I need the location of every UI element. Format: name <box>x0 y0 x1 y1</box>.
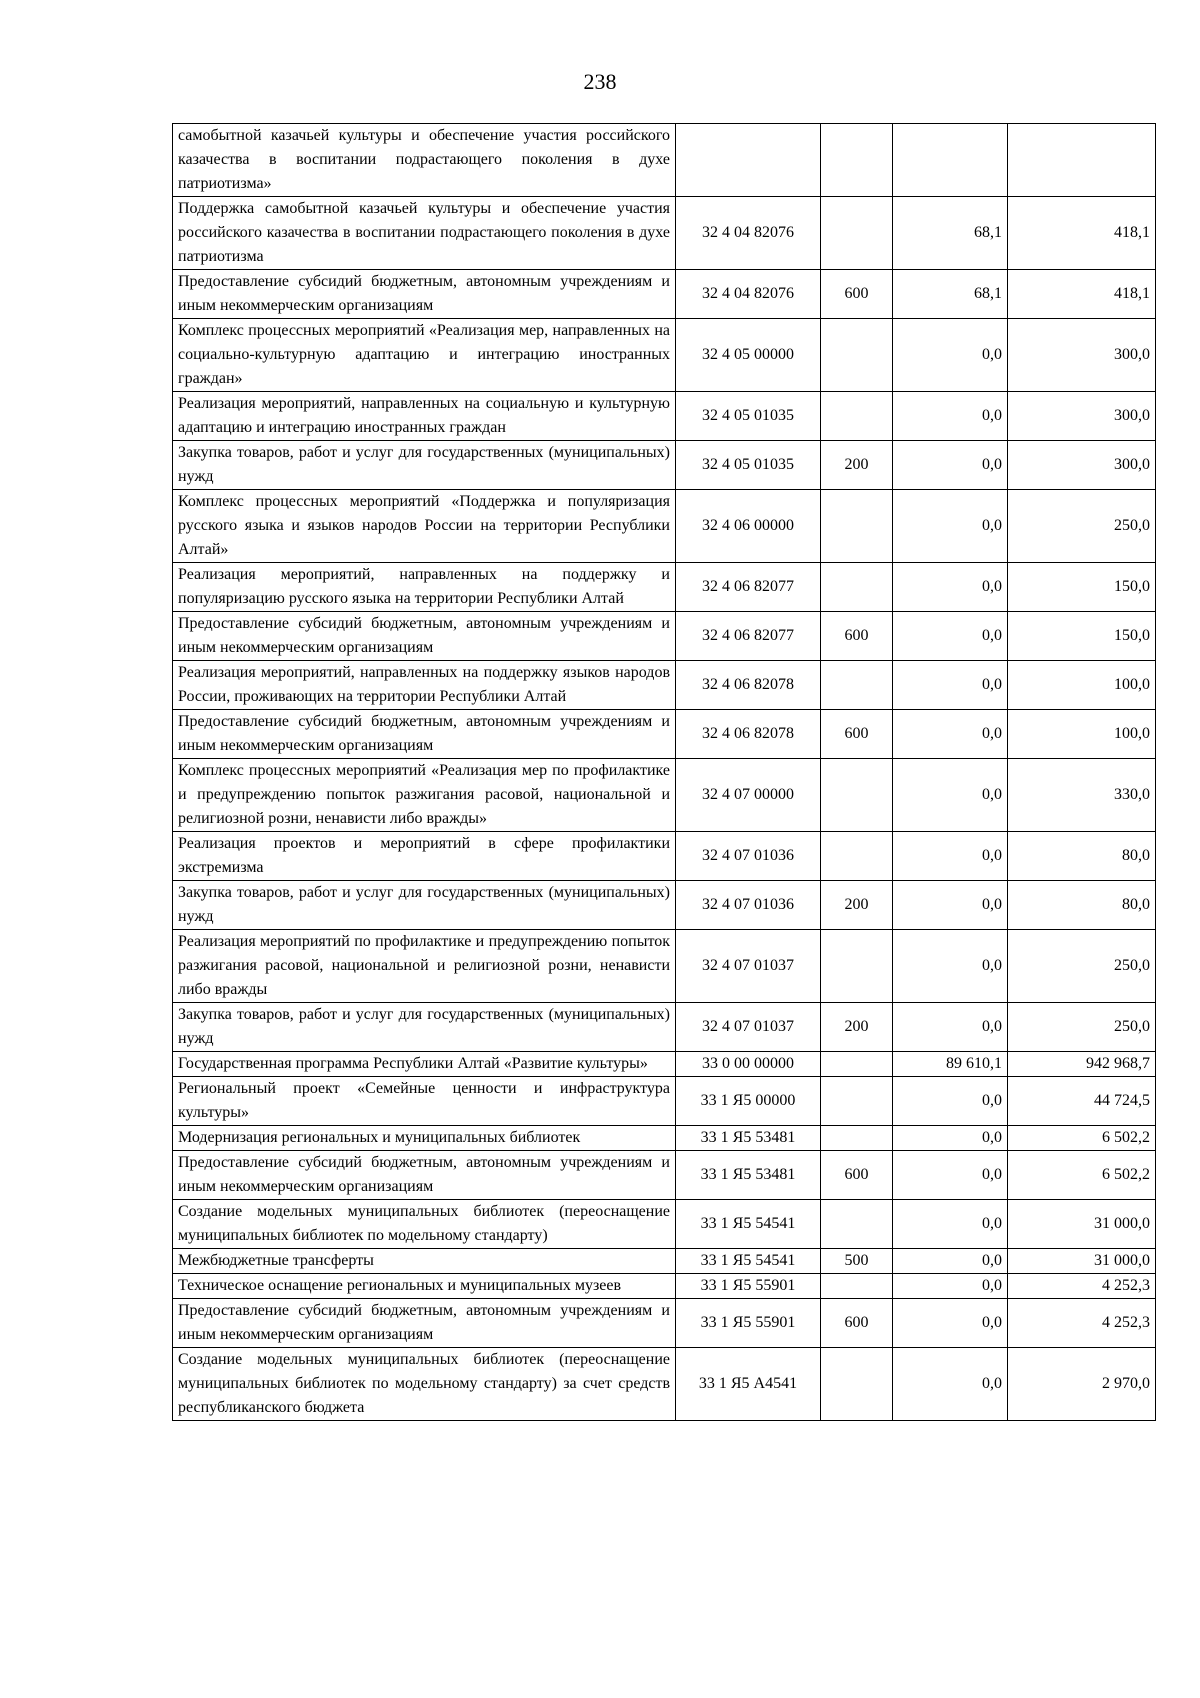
row-amount-2-cell: 330,0 <box>1008 759 1156 832</box>
table-row <box>173 1126 1156 1151</box>
row-name-cell: Поддержка самобытной казачьей культуры и обеспечение участия российского казачества в воспитании подрастающего поколения в духе патриотизма <box>173 197 676 270</box>
row-amount-1-cell <box>893 124 1008 197</box>
table-row <box>173 881 1156 930</box>
row-amount-2-cell: 80,0 <box>1008 881 1156 930</box>
row-code-cell: 32 4 05 01035 <box>676 392 821 441</box>
row-amount-1-cell: 0,0 <box>893 1249 1008 1274</box>
row-expense-type-cell: 600 <box>821 612 893 661</box>
row-amount-2-cell: 418,1 <box>1008 270 1156 319</box>
row-code-cell <box>676 124 821 197</box>
row-name-cell: Государственная программа Республики Алтай «Развитие культуры» <box>173 1052 676 1077</box>
row-amount-2-cell: 31 000,0 <box>1008 1249 1156 1274</box>
row-amount-2-cell: 6 502,2 <box>1008 1126 1156 1151</box>
row-amount-1-cell: 0,0 <box>893 1077 1008 1126</box>
budget-table <box>172 123 1156 1421</box>
row-amount-2-cell: 31 000,0 <box>1008 1200 1156 1249</box>
row-code-cell: 32 4 07 00000 <box>676 759 821 832</box>
row-code-cell: 32 4 06 82077 <box>676 612 821 661</box>
row-code-cell: 32 4 06 82078 <box>676 661 821 710</box>
table-row <box>173 319 1156 392</box>
row-code-cell: 32 4 06 82078 <box>676 710 821 759</box>
row-amount-1-cell: 0,0 <box>893 832 1008 881</box>
row-expense-type-cell <box>821 1126 893 1151</box>
table-row <box>173 490 1156 563</box>
row-code-cell: 33 1 Я5 55901 <box>676 1299 821 1348</box>
row-amount-2-cell: 6 502,2 <box>1008 1151 1156 1200</box>
row-expense-type-cell: 200 <box>821 881 893 930</box>
row-name-cell: Создание модельных муниципальных библиотек (переоснащение муниципальных библиотек по модельному стандарту) за счет средств республиканского бюджета <box>173 1348 676 1421</box>
table-row <box>173 1274 1156 1299</box>
row-name-cell: Комплекс процессных мероприятий «Реализация мер по профилактике и предупреждению попыток разжигания расовой, национальной и религиозной розни, ненависти либо вражды» <box>173 759 676 832</box>
row-name-cell: Реализация мероприятий по профилактике и предупреждению попыток разжигания расовой, национальной и религиозной розни, ненависти либо вражды <box>173 930 676 1003</box>
row-expense-type-cell <box>821 832 893 881</box>
row-name-cell: Модернизация региональных и муниципальных библиотек <box>173 1126 676 1151</box>
row-code-cell: 32 4 05 01035 <box>676 441 821 490</box>
row-expense-type-cell <box>821 759 893 832</box>
row-amount-1-cell: 0,0 <box>893 612 1008 661</box>
row-name-cell: Реализация мероприятий, направленных на социальную и культурную адаптацию и интеграцию иностранных граждан <box>173 392 676 441</box>
row-name-cell: Предоставление субсидий бюджетным, автономным учреждениям и иным некоммерческим организациям <box>173 612 676 661</box>
row-name-cell: Комплекс процессных мероприятий «Поддержка и популяризация русского языка и языков народов России на территории Республики Алтай» <box>173 490 676 563</box>
table-row <box>173 1200 1156 1249</box>
row-code-cell: 32 4 06 82077 <box>676 563 821 612</box>
row-amount-1-cell: 0,0 <box>893 1274 1008 1299</box>
row-expense-type-cell: 600 <box>821 1151 893 1200</box>
row-amount-2-cell: 250,0 <box>1008 1003 1156 1052</box>
row-amount-2-cell: 44 724,5 <box>1008 1077 1156 1126</box>
row-code-cell: 33 1 Я5 53481 <box>676 1126 821 1151</box>
row-expense-type-cell: 500 <box>821 1249 893 1274</box>
row-name-cell: Комплекс процессных мероприятий «Реализация мер, направленных на социально-культурную адаптацию и интеграцию иностранных граждан» <box>173 319 676 392</box>
row-code-cell: 32 4 07 01036 <box>676 881 821 930</box>
row-amount-1-cell: 0,0 <box>893 392 1008 441</box>
row-expense-type-cell: 200 <box>821 441 893 490</box>
table-row <box>173 563 1156 612</box>
row-amount-1-cell: 0,0 <box>893 1003 1008 1052</box>
row-name-cell: Межбюджетные трансферты <box>173 1249 676 1274</box>
row-amount-1-cell: 0,0 <box>893 1299 1008 1348</box>
row-amount-2-cell: 100,0 <box>1008 661 1156 710</box>
table-row <box>173 1003 1156 1052</box>
table-row <box>173 270 1156 319</box>
row-expense-type-cell <box>821 1077 893 1126</box>
row-expense-type-cell <box>821 197 893 270</box>
row-code-cell: 33 1 Я5 А4541 <box>676 1348 821 1421</box>
row-amount-2-cell: 150,0 <box>1008 612 1156 661</box>
row-name-cell: Предоставление субсидий бюджетным, автономным учреждениям и иным некоммерческим организациям <box>173 1151 676 1200</box>
row-code-cell: 33 1 Я5 55901 <box>676 1274 821 1299</box>
budget-table-body <box>173 124 1156 1421</box>
row-expense-type-cell <box>821 392 893 441</box>
row-name-cell: Реализация проектов и мероприятий в сфере профилактики экстремизма <box>173 832 676 881</box>
row-amount-2-cell <box>1008 124 1156 197</box>
row-name-cell: Предоставление субсидий бюджетным, автономным учреждениям и иным некоммерческим организациям <box>173 1299 676 1348</box>
row-code-cell: 33 1 Я5 53481 <box>676 1151 821 1200</box>
row-amount-2-cell: 300,0 <box>1008 319 1156 392</box>
table-row <box>173 661 1156 710</box>
row-expense-type-cell <box>821 1348 893 1421</box>
row-name-cell: Региональный проект «Семейные ценности и инфраструктура культуры» <box>173 1077 676 1126</box>
row-expense-type-cell: 600 <box>821 1299 893 1348</box>
row-amount-1-cell: 0,0 <box>893 563 1008 612</box>
row-amount-2-cell: 150,0 <box>1008 563 1156 612</box>
row-amount-1-cell: 68,1 <box>893 197 1008 270</box>
row-amount-2-cell: 100,0 <box>1008 710 1156 759</box>
table-row <box>173 1052 1156 1077</box>
row-amount-1-cell: 68,1 <box>893 270 1008 319</box>
row-code-cell: 32 4 04 82076 <box>676 197 821 270</box>
row-name-cell: Реализация мероприятий, направленных на поддержку языков народов России, проживающих на территории Республики Алтай <box>173 661 676 710</box>
row-code-cell: 33 1 Я5 00000 <box>676 1077 821 1126</box>
page-number: 238 <box>583 69 617 94</box>
table-row <box>173 1249 1156 1274</box>
row-amount-1-cell: 0,0 <box>893 930 1008 1003</box>
row-amount-2-cell: 4 252,3 <box>1008 1299 1156 1348</box>
row-expense-type-cell <box>821 319 893 392</box>
row-name-cell: Создание модельных муниципальных библиотек (переоснащение муниципальных библиотек по модельному стандарту) <box>173 1200 676 1249</box>
row-name-cell: Закупка товаров, работ и услуг для государственных (муниципальных) нужд <box>173 441 676 490</box>
row-expense-type-cell <box>821 490 893 563</box>
row-code-cell: 33 0 00 00000 <box>676 1052 821 1077</box>
row-expense-type-cell <box>821 1052 893 1077</box>
table-row <box>173 710 1156 759</box>
row-amount-2-cell: 80,0 <box>1008 832 1156 881</box>
row-expense-type-cell <box>821 1200 893 1249</box>
row-expense-type-cell: 600 <box>821 710 893 759</box>
row-amount-2-cell: 300,0 <box>1008 392 1156 441</box>
table-row <box>173 832 1156 881</box>
row-name-cell: самобытной казачьей культуры и обеспечение участия российского казачества в воспитании подрастающего поколения в духе патриотизма» <box>173 124 676 197</box>
row-name-cell: Закупка товаров, работ и услуг для государственных (муниципальных) нужд <box>173 1003 676 1052</box>
row-amount-1-cell: 0,0 <box>893 661 1008 710</box>
row-expense-type-cell: 200 <box>821 1003 893 1052</box>
row-amount-1-cell: 0,0 <box>893 319 1008 392</box>
row-amount-2-cell: 250,0 <box>1008 930 1156 1003</box>
row-name-cell: Закупка товаров, работ и услуг для государственных (муниципальных) нужд <box>173 881 676 930</box>
table-row <box>173 1077 1156 1126</box>
table-row <box>173 124 1156 197</box>
table-row <box>173 197 1156 270</box>
row-name-cell: Реализация мероприятий, направленных на поддержку и популяризацию русского языка на территории Республики Алтай <box>173 563 676 612</box>
table-row <box>173 930 1156 1003</box>
row-amount-1-cell: 0,0 <box>893 1151 1008 1200</box>
row-expense-type-cell <box>821 1274 893 1299</box>
row-amount-2-cell: 250,0 <box>1008 490 1156 563</box>
row-amount-1-cell: 89 610,1 <box>893 1052 1008 1077</box>
row-amount-1-cell: 0,0 <box>893 759 1008 832</box>
row-expense-type-cell <box>821 661 893 710</box>
row-amount-2-cell: 418,1 <box>1008 197 1156 270</box>
row-expense-type-cell <box>821 124 893 197</box>
row-expense-type-cell: 600 <box>821 270 893 319</box>
row-code-cell: 33 1 Я5 54541 <box>676 1200 821 1249</box>
row-amount-2-cell: 942 968,7 <box>1008 1052 1156 1077</box>
row-amount-1-cell: 0,0 <box>893 1126 1008 1151</box>
row-amount-1-cell: 0,0 <box>893 441 1008 490</box>
row-expense-type-cell <box>821 930 893 1003</box>
table-row <box>173 441 1156 490</box>
row-code-cell: 32 4 04 82076 <box>676 270 821 319</box>
table-row <box>173 1151 1156 1200</box>
table-row <box>173 759 1156 832</box>
row-name-cell: Техническое оснащение региональных и муниципальных музеев <box>173 1274 676 1299</box>
row-amount-2-cell: 4 252,3 <box>1008 1274 1156 1299</box>
row-amount-1-cell: 0,0 <box>893 490 1008 563</box>
row-code-cell: 32 4 06 00000 <box>676 490 821 563</box>
row-amount-1-cell: 0,0 <box>893 1200 1008 1249</box>
row-code-cell: 32 4 07 01036 <box>676 832 821 881</box>
row-amount-2-cell: 300,0 <box>1008 441 1156 490</box>
table-row <box>173 1348 1156 1421</box>
row-amount-1-cell: 0,0 <box>893 710 1008 759</box>
row-code-cell: 33 1 Я5 54541 <box>676 1249 821 1274</box>
row-name-cell: Предоставление субсидий бюджетным, автономным учреждениям и иным некоммерческим организациям <box>173 270 676 319</box>
row-amount-2-cell: 2 970,0 <box>1008 1348 1156 1421</box>
row-code-cell: 32 4 05 00000 <box>676 319 821 392</box>
row-code-cell: 32 4 07 01037 <box>676 1003 821 1052</box>
row-name-cell: Предоставление субсидий бюджетным, автономным учреждениям и иным некоммерческим организациям <box>173 710 676 759</box>
row-amount-1-cell: 0,0 <box>893 881 1008 930</box>
row-amount-1-cell: 0,0 <box>893 1348 1008 1421</box>
table-row <box>173 1299 1156 1348</box>
row-expense-type-cell <box>821 563 893 612</box>
table-row <box>173 612 1156 661</box>
table-row <box>173 392 1156 441</box>
row-code-cell: 32 4 07 01037 <box>676 930 821 1003</box>
